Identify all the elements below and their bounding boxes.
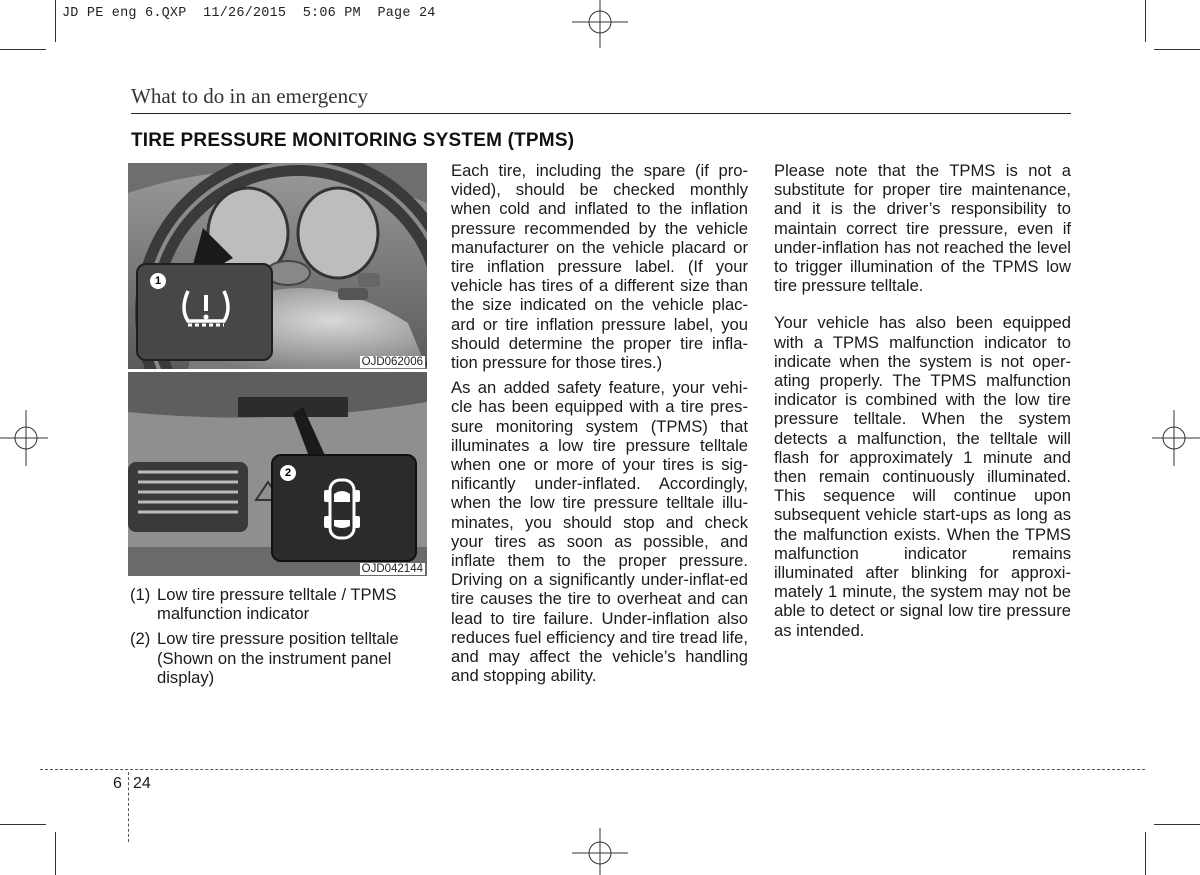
caption-item-2	[130, 629, 430, 687]
figure-code-top: OJD062006	[361, 356, 423, 368]
caption-text: Low tire pressure telltale / TPMS malfunction indicator	[157, 585, 397, 624]
footer-divider	[128, 772, 129, 842]
header-rule	[131, 113, 1071, 114]
running-header: What to do in an emergency	[131, 84, 368, 108]
section-title: TIRE PRESSURE MONITORING SYSTEM (TPMS)	[131, 130, 575, 151]
registration-mark-top	[570, 0, 630, 50]
page-number: 24	[133, 775, 151, 792]
text-column-middle	[451, 161, 748, 691]
text-column-right	[774, 161, 1071, 658]
chapter-number: 6	[113, 775, 122, 792]
footer-rule	[40, 769, 1145, 770]
figure-cluster	[128, 163, 427, 369]
caption-number: (1)	[130, 585, 151, 604]
tpms-warning-icon	[178, 281, 234, 337]
callout-number-2: 2	[280, 465, 296, 481]
registration-mark-left	[0, 408, 48, 468]
paragraph-tpms-not-substitute: Please note that the TPMS is not a substitute for proper tire maintenance, and it is the driver’s responsibility to maintain correct tire pressure, even if under-inflation has not reached the level to trigger illumination of the TPMS low tire pressure telltale.	[774, 161, 1071, 296]
car-top-view-icon	[320, 476, 364, 542]
registration-mark-bottom	[570, 826, 630, 875]
paragraph-malfunction-indicator: Your vehicle has also been equipped with a TPMS malfunction indicator to indicate when the system is not oper-ating properly. The TPMS malfunction indicator is combined with the low tire pressure telltale. When the system detects a malfunction, the telltale will flash for approximately 1 minute and then remain continuously illuminated. This sequence will continue upon subsequent vehicle start-ups as long as the malfunction exists. When the TPMS malfunction indicator remains illuminated after blinking for approxi-mately 1 minute, the system may not be able to detect or signal low tire pressure as intended.	[774, 313, 1071, 640]
caption-item-1	[130, 585, 430, 623]
callout-number-1: 1	[150, 273, 166, 289]
caption-number: (2)	[130, 629, 151, 649]
print-header: JD PE eng 6.QXP 11/26/2015 5:06 PM Page 24	[62, 6, 436, 21]
paragraph-spare-tire-check: Each tire, including the spare (if pro-vided), should be checked monthly when cold and inflated to the inflation pressure recommended by the vehicle manufacturer on the vehicle placard or tire inflation pressure label. (If your vehicle has tires of a different size than the size indicated on the vehicle plac-ard or tire inflation pressure label, you should determine the proper tire infla-tion pressure for those tires.)	[451, 161, 748, 373]
figure-code-bottom: OJD042144	[361, 563, 423, 575]
registration-mark-right	[1152, 408, 1200, 468]
figure-captions	[130, 585, 430, 693]
caption-text: Low tire pressure position telltale (Shown on the instrument panel display)	[157, 629, 399, 687]
figure-dashboard	[128, 372, 427, 576]
paragraph-tpms-feature: As an added safety feature, your vehi-cle has been equipped with a tire pres-sure monitoring system (TPMS) that illuminates a low tire pressure telltale when one or more of your tires is sig-nificantly under-inflated. Accordingly, when the low tire pressure telltale illu-minates, you should stop and check your tires as soon as possible, and inflate them to the proper pressure. Driving on a significantly under-inflat-ed tire causes the tire to overheat and can lead to tire failure. Under-inflation also reduces fuel efficiency and tire tread life, and may affect the vehicle’s handling and stopping ability.	[451, 378, 748, 686]
